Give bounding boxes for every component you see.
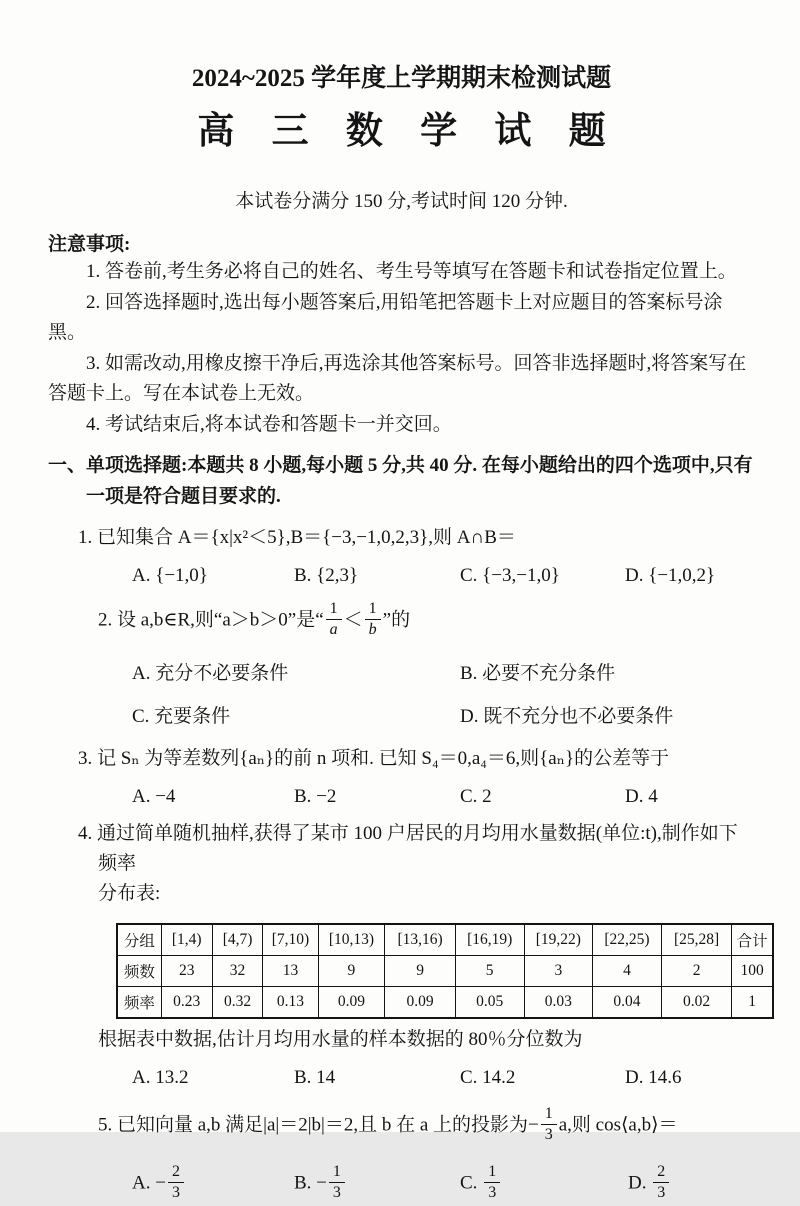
table-cell: 2 xyxy=(661,955,732,986)
table-cell: [1,4) xyxy=(161,924,212,956)
question-4-option-c: C. 14.2 xyxy=(460,1066,516,1088)
question-5-option-a: A. − $\frac{2}{3}$ xyxy=(132,1161,294,1206)
table-cell: 5 xyxy=(455,955,524,986)
table-cell: 23 xyxy=(161,955,212,986)
question-3-options xyxy=(132,786,755,808)
question-5-option-b: B. − $\frac{1}{3}$ xyxy=(294,1161,460,1206)
table-cell: 分组 xyxy=(117,924,161,956)
table-cell: 13 xyxy=(263,955,318,986)
table-cell: 0.05 xyxy=(455,986,524,1018)
notice-heading: 注意事项: xyxy=(48,234,131,255)
question-4-option-d: D. 14.6 xyxy=(625,1066,682,1088)
question-2-options xyxy=(132,658,755,728)
question-5-text-1: 5. 已知向量 a,b 满足|a|＝2|b|＝2,且 b 在 a 上的投影为− xyxy=(98,1114,539,1136)
question-1 xyxy=(78,523,755,587)
notice-item-4: 4. 考试结束后,将本试卷和答题卡一并交回。 xyxy=(86,414,452,435)
table-cell: 1 xyxy=(732,986,773,1018)
question-3-option-d: D. 4 xyxy=(625,785,658,807)
question-5-option-d: D. $\frac{2}{3}$ xyxy=(628,1161,755,1206)
table-cell: 9 xyxy=(385,955,456,986)
table-cell: [13,16) xyxy=(385,924,456,956)
question-4-subtext: 根据表中数据,估计月均用水量的样本数据的 80％分位数为 xyxy=(98,1028,583,1050)
table-cell: [4,7) xyxy=(212,924,263,956)
table-cell: 32 xyxy=(212,955,263,986)
question-5-options xyxy=(132,1161,755,1206)
question-4-option-b: B. 14 xyxy=(294,1066,336,1088)
table-cell: 0.09 xyxy=(318,986,385,1018)
table-row-groups xyxy=(117,924,773,956)
question-2-option-c: C. 充要条件 xyxy=(132,705,231,727)
question-2-text-3: ”的 xyxy=(382,609,411,631)
table-cell: 0.13 xyxy=(263,986,318,1018)
table-cell: [7,10) xyxy=(263,924,318,956)
question-5 xyxy=(78,1103,755,1206)
table-cell: 合计 xyxy=(732,924,773,956)
table-cell: 0.09 xyxy=(385,986,456,1018)
table-cell: [16,19) xyxy=(455,924,524,956)
table-cell: 4 xyxy=(593,955,662,986)
question-4-option-a: A. 13.2 xyxy=(132,1066,189,1088)
notice-item-1: 1. 答卷前,考生务必将自己的姓名、考生号等填写在答题卡和试卷指定位置上。 xyxy=(86,261,737,282)
question-3-stem: 3. 记 Sₙ 为等差数列{aₙ}的前 n 项和. 已知 S₄＝0,a₄＝6,则{aₙ}的公差等于 xyxy=(78,747,670,769)
table-cell: [25,28] xyxy=(661,924,732,956)
table-cell: 0.03 xyxy=(524,986,593,1018)
question-5-option-c: C. $\frac{1}{3}$ xyxy=(460,1161,628,1206)
question-1-options xyxy=(132,565,755,587)
question-1-option-c: C. {−3,−1,0} xyxy=(460,565,560,586)
table-cell: 0.02 xyxy=(661,986,732,1018)
exam-subtitle: 本试卷分满分 150 分,考试时间 120 分钟. xyxy=(235,191,568,212)
fraction-1-over-3: $\frac{1}{3}$ xyxy=(541,1105,557,1145)
question-4 xyxy=(78,819,768,1089)
section-1-heading: 一、单项选择题:本题共 8 小题,每小题 5 分,共 40 分. 在每小题给出的四个选项中,只有一项是符合题目要求的. xyxy=(48,455,753,507)
table-cell: 0.04 xyxy=(593,986,662,1018)
question-2-text-2: ＜ xyxy=(343,609,363,631)
question-3-option-c: C. 2 xyxy=(460,785,492,807)
fraction-1-over-3: $\frac{1}{3}$ xyxy=(484,1163,500,1203)
question-5-stem xyxy=(78,1103,755,1149)
question-4-stem-line1: 4. 通过简单随机抽样,获得了某市 100 户居民的月均用水量数据(单位:t),制作如下频率 xyxy=(78,822,738,874)
question-3-option-b: B. −2 xyxy=(294,785,337,807)
question-1-stem: 1. 已知集合 A＝{x|x²＜5},B＝{−3,−1,0,2,3},则 A∩B＝ xyxy=(78,527,516,548)
exam-title-line1: 2024~2025 学年度上学期期末检测试题 xyxy=(191,65,612,92)
question-2-stem xyxy=(78,598,755,644)
table-cell: 0.23 xyxy=(161,986,212,1018)
table-cell: 100 xyxy=(732,955,773,986)
fraction-2-over-3: $\frac{2}{3}$ xyxy=(168,1163,184,1203)
table-cell: 0.32 xyxy=(212,986,263,1018)
question-2 xyxy=(78,598,755,728)
fraction-1-over-a: $\frac{1}{a}$ xyxy=(326,600,342,640)
table-cell: 频率 xyxy=(117,986,161,1018)
table-row-frequency xyxy=(117,955,773,986)
table-cell: 3 xyxy=(524,955,593,986)
question-5-text-2: a,则 cos⟨a,b⟩＝ xyxy=(558,1114,678,1136)
table-cell: 9 xyxy=(318,955,385,986)
question-3-option-a: A. −4 xyxy=(132,785,176,807)
table-cell: [19,22) xyxy=(524,924,593,956)
question-1-option-a: A. {−1,0} xyxy=(132,565,208,586)
question-4-options xyxy=(132,1067,755,1089)
exam-title-line2: 高 三 数 学 试 题 xyxy=(197,111,620,152)
frequency-distribution-table xyxy=(116,923,774,1019)
question-1-option-b: B. {2,3} xyxy=(294,565,359,586)
question-4-stem-line2: 分布表: xyxy=(98,882,161,904)
fraction-1-over-b: $\frac{1}{b}$ xyxy=(365,600,381,640)
notice-item-3: 3. 如需改动,用橡皮擦干净后,再选涂其他答案标号。回答非选择题时,将答案写在答题卡上。写在本试卷上无效。 xyxy=(48,353,747,404)
question-1-option-d: D. {−1,0,2} xyxy=(625,565,716,586)
question-2-option-d: D. 既不充分也不必要条件 xyxy=(460,705,674,727)
fraction-1-over-3: $\frac{1}{3}$ xyxy=(329,1163,345,1203)
question-2-text-1: 2. 设 a,b∈R,则“a＞b＞0”是“ xyxy=(98,609,324,631)
notice-item-2: 2. 回答选择题时,选出每小题答案后,用铅笔把答题卡上对应题目的答案标号涂黑。 xyxy=(48,292,723,343)
question-2-option-a: A. 充分不必要条件 xyxy=(132,662,289,684)
table-row-relative-frequency xyxy=(117,986,773,1018)
table-cell: [10,13) xyxy=(318,924,385,956)
question-4-stem xyxy=(78,819,755,909)
fraction-2-over-3: $\frac{2}{3}$ xyxy=(653,1163,669,1203)
question-3 xyxy=(78,744,755,808)
question-2-option-b: B. 必要不充分条件 xyxy=(460,662,616,684)
table-cell: [22,25) xyxy=(593,924,662,956)
table-cell: 频数 xyxy=(117,955,161,986)
